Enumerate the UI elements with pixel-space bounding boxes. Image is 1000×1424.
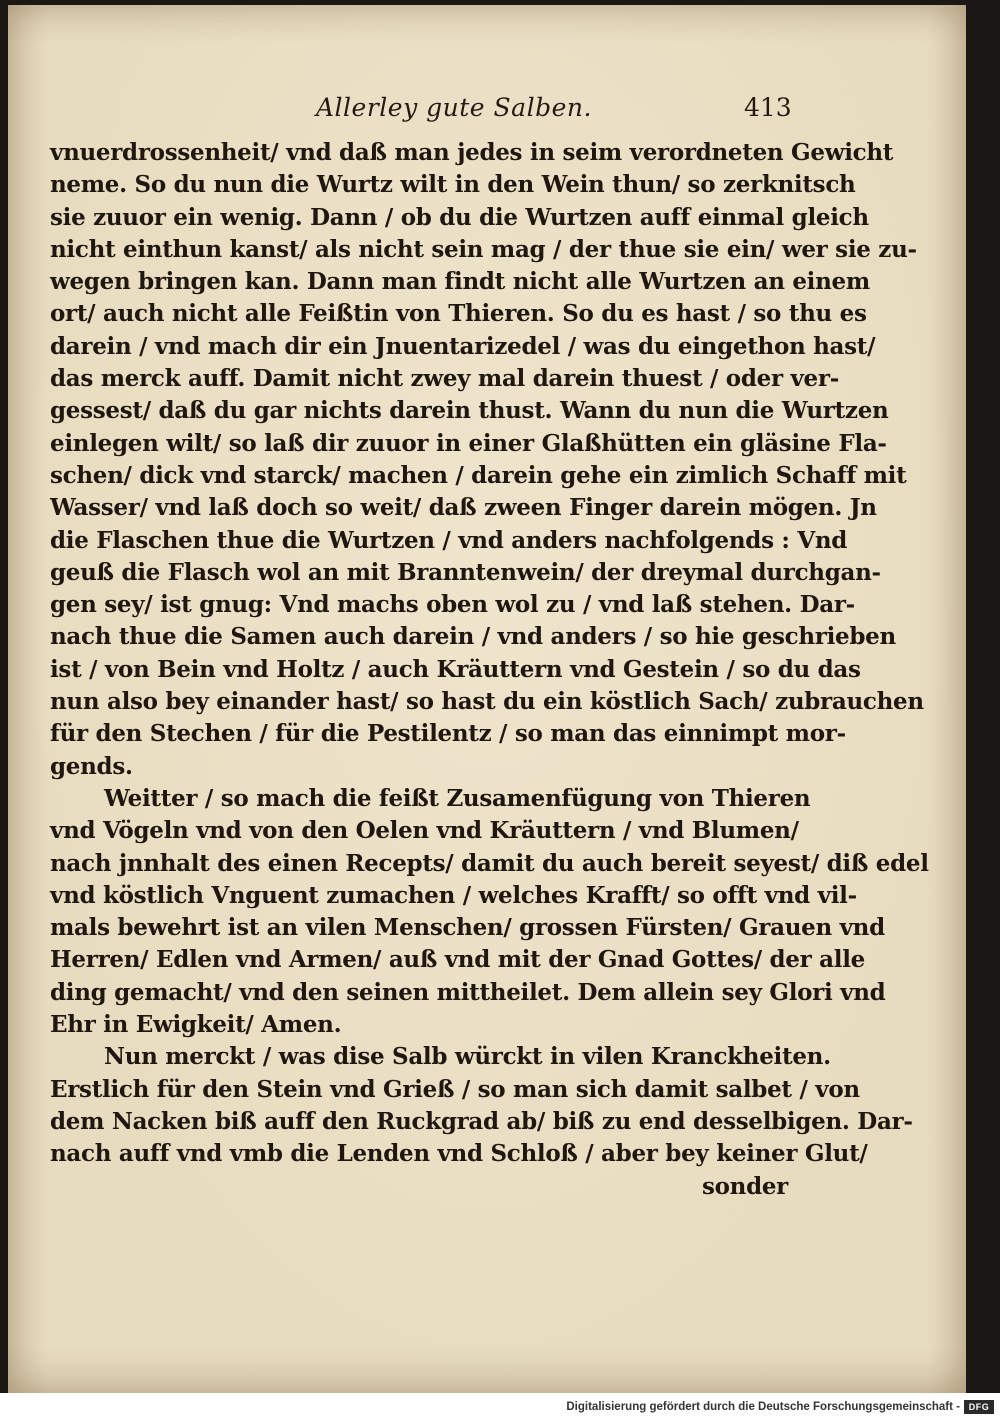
paragraph-start-line: Weitter / so mach die feißt Zusamenfügung von Thieren [104,784,811,812]
text-line: geuß die Flasch wol an mit Branntenwein/ der dreymal durchgan- [50,558,881,586]
text-line: gen sey/ ist gnug: Vnd machs oben wol zu / vnd laß stehen. Dar- [50,591,855,619]
digitization-footer [0,1393,1000,1424]
text-line: Ehr in Ewigkeit/ Amen. [50,1011,342,1039]
body-text [50,137,929,1203]
text-line: nicht einthun kanst/ als nicht sein mag / der thue sie ein/ wer sie zu- [50,235,917,263]
dfg-logo: DFG [964,1400,994,1414]
funding-credit: Digitalisierung gefördert durch die Deutsche Forschungsgemeinschaft - [566,1401,960,1413]
text-line: vnuerdrossenheit/ vnd daß man jedes in seim verordneten Gewicht [50,139,894,166]
text-line: nach auff vnd vmb die Lenden vnd Schloß / aber bey keiner Glut/ [50,1140,868,1168]
text-line: nach jnnhalt des einen Recepts/ damit du auch bereit seyest/ diß edel [50,849,929,877]
text-line: schen/ dick vnd starck/ machen / darein gehe ein zimlich Schaff mit [50,461,907,489]
text-line: mals bewehrt ist an vilen Menschen/ grossen Fürsten/ Grauen vnd [50,914,885,942]
text-line: die Flaschen thue die Wurtzen / vnd anders nachfolgends : Vnd [50,526,848,554]
text-line: gends. [50,752,133,780]
text-line: Herren/ Edlen vnd Armen/ auß vnd mit der Gnad Gottes/ der alle [50,946,865,974]
text-line: einlegen wilt/ so laß dir zuuor in einer Glaßhütten ein gläsine Fla- [50,429,887,457]
text-line: Wasser/ vnd laß doch so weit/ daß zween Finger darein mögen. Jn [50,494,877,522]
text-line: vnd köstlich Vnguent zumachen / welches Krafft/ so offt vnd vil- [50,881,857,909]
text-line: neme. So du nun die Wurtz wilt in den Wein thun/ so zerknitsch [50,171,856,199]
text-line: nun also bey einander hast/ so hast du ein köstlich Sach/ zubrauchen [50,688,924,716]
text-line: nach thue die Samen auch darein / vnd anders / so hie geschrieben [50,623,896,651]
text-line: ding gemacht/ vnd den seinen mittheilet. Dem allein sey Glori vnd [50,978,886,1006]
text-line: für den Stechen / für die Pestilentz / so man das einnimpt mor- [50,720,846,748]
page-number: 413 [744,93,792,122]
paragraph-start-line: Nun merckt / was dise Salb würckt in vilen Kranckheiten. [104,1043,831,1071]
book-page [8,5,966,1393]
text-line: dem Nacken biß auff den Ruckgrad ab/ biß zu end desselbigen. Dar- [50,1107,913,1135]
text-line: gessest/ daß du gar nichts darein thust. Wann du nun die Wurtzen [50,397,889,425]
text-line: wegen bringen kan. Dann man findt nicht alle Wurtzen an einem [50,268,870,296]
page-header [8,93,966,133]
text-line: darein / vnd mach dir ein Jnuentarizedel / was du eingethon hast/ [50,332,876,360]
text-line: das merck auff. Damit nicht zwey mal darein thuest / oder ver- [50,365,839,393]
text-line: ort/ auch nicht alle Feißtin von Thieren. So du es hast / so thu es [50,300,867,328]
text-line: ist / von Bein vnd Holtz / auch Kräuttern vnd Gestein / so du das [50,655,861,683]
text-line: Erstlich für den Stein vnd Grieß / so man sich damit salbet / von [50,1075,860,1103]
text-line: sie zuuor ein wenig. Dann / ob du die Wurtzen auff einmal gleich [50,203,869,231]
catchword: sonder [701,1172,788,1200]
running-head: Allerley gute Salben. [316,93,592,122]
text-line: vnd Vögeln vnd von den Oelen vnd Kräuttern / vnd Blumen/ [50,817,799,845]
